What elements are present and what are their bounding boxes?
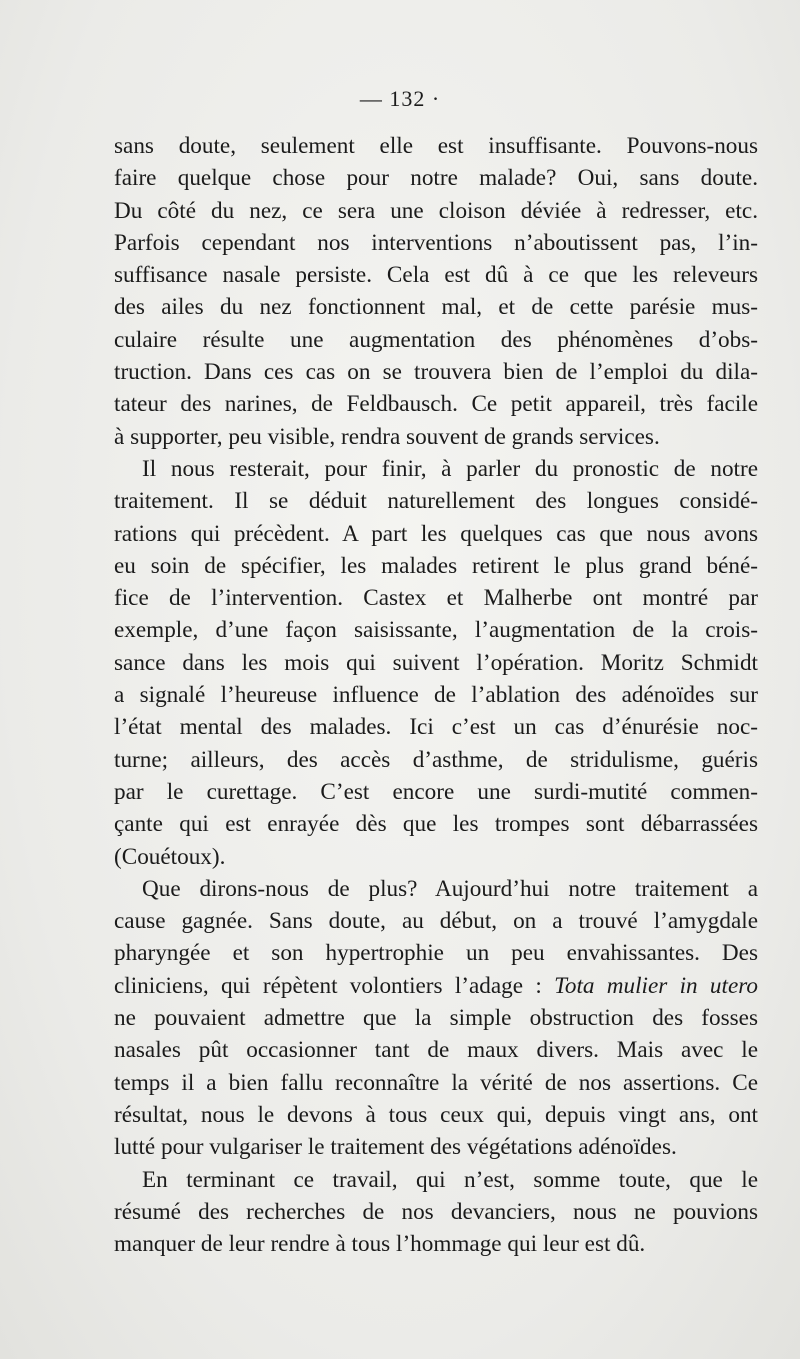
text-line: résumé des recherches de nos devanciers, nous ne pouvions	[114, 1198, 758, 1225]
text-line: pharyngée et son hypertrophie un peu envahissantes. Des	[114, 940, 758, 967]
text-line: exemple, d’une façon saisissante, l’augmentation de la crois-	[114, 617, 758, 644]
text-line: à supporter, peu visible, rendra souvent de grands services.	[114, 423, 660, 450]
text-line: rations qui précèdent. A part les quelques cas que nous avons	[114, 520, 758, 547]
text-line: manquer de leur rendre à tous l’hommage qui leur est dû.	[114, 1231, 646, 1258]
latin-quote: Tota mulier in utero	[554, 972, 758, 999]
text-line: turne; ailleurs, des accès d’asthme, de stridulisme, guéris	[114, 746, 758, 773]
text-line: suffisance nasale persiste. Cela est dû à ce que les releveurs	[114, 262, 758, 289]
text-line: Parfois cependant nos interventions n’aboutissent pas, l’in-	[114, 229, 758, 256]
text-line: tateur des narines, de Feldbausch. Ce petit appareil, très facile	[114, 391, 758, 418]
text-line: Du côté du nez, ce sera une cloison déviée à redresser, etc.	[114, 197, 758, 224]
page-number: — 132 ·	[359, 86, 441, 111]
text-line: temps il a bien fallu reconnaître la vérité de nos assertions. Ce	[114, 1069, 758, 1096]
text-line: faire quelque chose pour notre malade? Oui, sans doute.	[114, 165, 758, 192]
text-line: eu soin de spécifier, les malades retirent le plus grand béné-	[114, 552, 758, 579]
text-line: lutté pour vulgariser le traitement des végétations adénoïdes.	[114, 1134, 677, 1161]
body-text	[114, 130, 758, 1260]
text-line: Que dirons-nous de plus? Aujourd’hui notre traitement a	[142, 875, 758, 902]
text-line: l’état mental des malades. Ici c’est un cas d’énurésie noc-	[114, 714, 758, 741]
text-line: traitement. Il se déduit naturellement des longues considé-	[114, 488, 758, 515]
text-line: ne pouvaient admettre que la simple obstruction des fosses	[114, 1005, 758, 1032]
text-line: En terminant ce travail, qui n’est, somme toute, que le	[142, 1166, 758, 1193]
text-line: a signalé l’heureuse influence de l’ablation des adénoïdes sur	[114, 682, 758, 709]
text-line: truction. Dans ces cas on se trouvera bien de l’emploi du dila-	[114, 359, 758, 386]
text-line: çante qui est enrayée dès que les trompes sont débarrassées	[114, 811, 758, 838]
text-line: fice de l’intervention. Castex et Malherbe ont montré par	[114, 585, 758, 612]
text-line: résultat, nous le devons à tous ceux qui, depuis vingt ans, ont	[114, 1101, 758, 1128]
text-line: des ailes du nez fonctionnent mal, et de cette parésie mus-	[114, 294, 758, 321]
text-line: par le curettage. C’est encore une surdi-mutité commen-	[114, 778, 758, 805]
text-line: culaire résulte une augmentation des phénomènes d’obs-	[114, 326, 758, 353]
text-line: cliniciens, qui répètent volontiers l’adage : Tota mulier in utero	[114, 972, 758, 999]
text-line: cause gagnée. Sans doute, au début, on a trouvé l’amygdale	[114, 908, 758, 935]
text-line: Il nous resterait, pour finir, à parler du pronostic de notre	[142, 455, 758, 482]
text-line: sans doute, seulement elle est insuffisante. Pouvons-nous	[114, 133, 758, 159]
text-line: sance dans les mois qui suivent l’opération. Moritz Schmidt	[114, 649, 758, 676]
text-line: nasales pût occasionner tant de maux divers. Mais avec le	[114, 1037, 758, 1064]
text-line: (Couétoux).	[114, 843, 226, 870]
